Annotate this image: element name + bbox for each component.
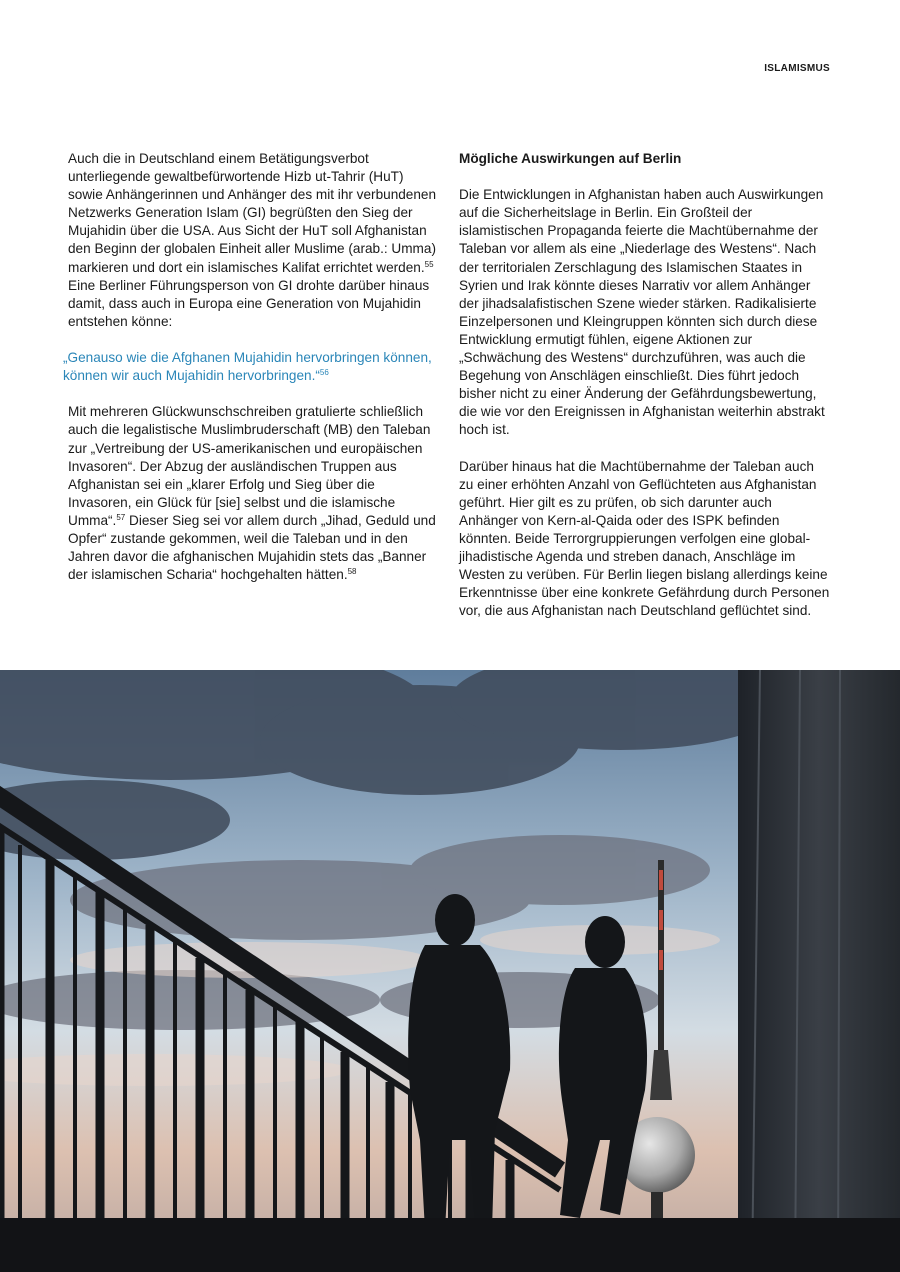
paragraph-refugees: Darüber hinaus hat die Machtübernahme der Taleban auch zu einer erhöhten Anzahl von Geflüchteten aus Afghanistan geführt. Hier gilt es zu prüfen, ob sich darunter auch Anhänger von Kern-al-Qaida oder des ISPK befinden könnten. Beide Terrorgruppierungen verfolgen eine global-jihadistische Agenda und streben danach, Anschläge im Westen zu verüben. Für Berlin liegen bislang allerdings keine Erkenntnisse über eine konkrete Gefährdung durch Personen vor, die aus Afghanistan nach Deutschland geflüchtet sind.: [459, 458, 830, 619]
paragraph-hut-gi-text: Auch die in Deutschland einem Betätigungsverbot unterliegende gewaltbefürwortende Hizb ut-Tahrir (HuT) sowie Anhängerinnen und Anhänger des mit ihr verbundenen Netzwerks Generation Islam (GI) begrüßten den Sieg der Mujahidin über die USA. Aus Sicht der HuT soll Afghanistan den Beginn der globalen Einheit aller Muslime (arab.: Umma) markieren und dort ein islamisches Kalifat errichtet werden.: [68, 151, 437, 275]
walkway: [0, 1218, 900, 1272]
paragraph-mb-text-2: Dieser Sieg sei vor allem durch „Jihad, Geduld und Opfer“ zustande gekommen, weil die Taleban und in den Jahren davor die afghanischen Mujahidin stets das „Banner der islamischen Scharia“ hochgehalten hätten.: [68, 512, 436, 583]
paragraph-mb: [68, 403, 440, 584]
pull-quote: [63, 349, 440, 385]
footnote-58[interactable]: 58: [347, 567, 357, 577]
right-column: [459, 150, 831, 639]
section-heading: Mögliche Auswirkungen auf Berlin: [459, 151, 682, 166]
photo-illustration: [0, 670, 900, 1272]
footnote-55[interactable]: 55: [424, 259, 434, 269]
pull-quote-text: „Genauso wie die Afghanen Mujahidin hervorbringen können, können wir auch Mujahidin hervorbringen.“: [63, 350, 432, 384]
running-header-section: ISLAMISMUS: [764, 63, 830, 74]
paragraph-hut-gi: [68, 150, 440, 331]
left-column: [63, 150, 440, 602]
footnote-56[interactable]: 56: [319, 368, 329, 378]
paragraph-hut-gi-text-2: Eine Berliner Führungsperson von GI drohte darüber hinaus damit, dass auch in Europa eine Generation von Mujahidin entstehen könne:: [68, 277, 430, 329]
photo-berlin-silhouettes: [0, 670, 900, 1272]
paragraph-mb-text: Mit mehreren Glückwunschschreiben gratulierte schließlich auch die legalistische Muslimbruderschaft (MB) den Taleban zur „Vertreibung der US-amerikanischen und europäischen Invasoren“. Der Abzug der ausländischen Truppen aus Afghanistan sei ein „klarer Erfolg und Sieg über die Invasoren, ein Glück für [sie] selbst und die islamische Umma“.: [68, 404, 431, 528]
footnote-57[interactable]: 57: [116, 512, 126, 522]
paragraph-security-situation: Die Entwicklungen in Afghanistan haben auch Auswirkungen auf die Sicherheitslage in Berlin. Ein Großteil der islamistischen Propaganda feierte die Machtübernahme der Taleban vor allem als eine „Niederlage des Westens“. Nach der territorialen Zerschlagung des Islamischen Staates in Syrien und Irak könnte dieses Narrativ vor allem Anhänger der jihadsalafistischen Szene wieder stärken. Radikalisierte Einzelpersonen und Kleingruppen könnten sich durch diese Entwicklung ermutigt fühlen, eigene Aktionen zur „Schwächung des Westens“ durchzuführen, was auch die Begehung von Anschlägen einschließt. Dies führt jedoch bisher nicht zu einer Änderung der Gefährdungsbewertung, die wie vor den Ereignissen in Afghanistan weiterhin abstrakt hoch ist.: [459, 187, 825, 438]
building-facade: [738, 670, 900, 1272]
